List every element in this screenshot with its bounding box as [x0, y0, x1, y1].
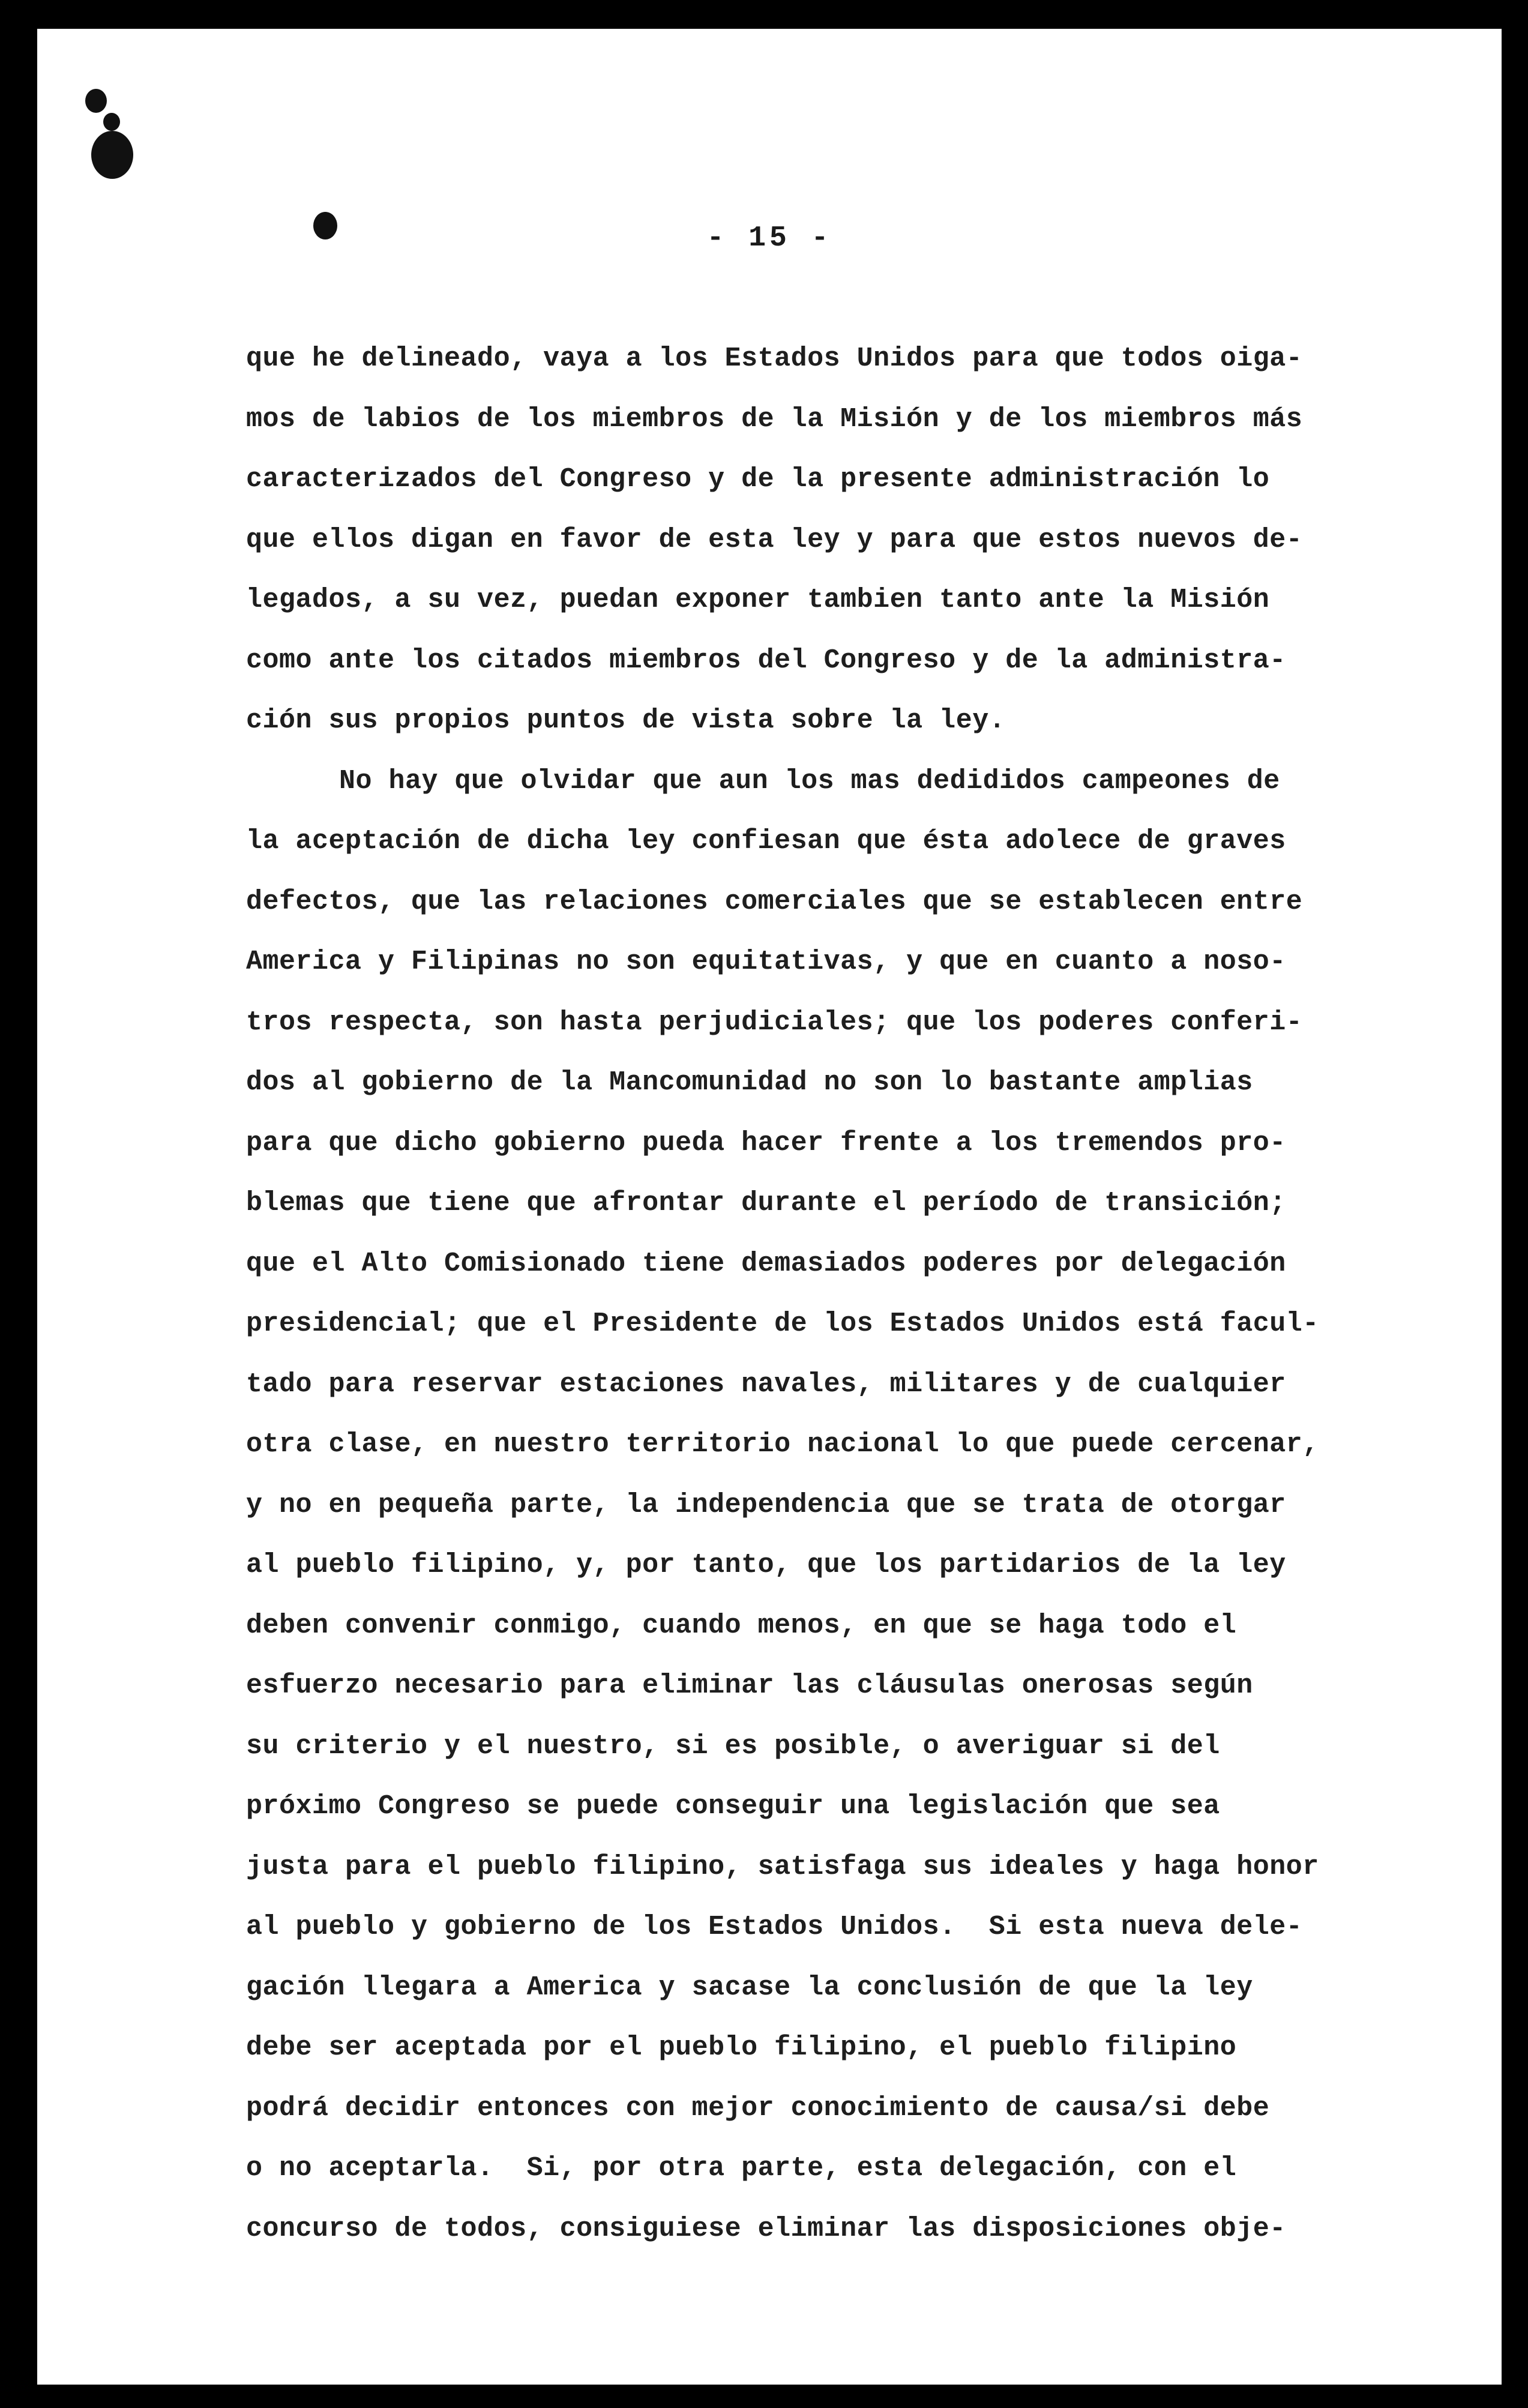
text-line: mos de labios de los miembros de la Misión y de los miembros más — [246, 403, 1303, 435]
ink-blot — [103, 113, 120, 131]
text-line: caracterizados del Congreso y de la presente administración lo — [246, 464, 1270, 495]
paragraph-first-line: No hay que olvidar que aun los mas dedididos campeones de — [339, 765, 1280, 796]
text-line: deben convenir conmigo, cuando menos, en que se haga todo el — [246, 1610, 1237, 1641]
text-line: o no aceptarla. Si, por otra parte, esta delegación, con el — [246, 2153, 1237, 2184]
page-number: - 15 - — [706, 222, 832, 254]
text-line: para que dicho gobierno pueda hacer frente a los tremendos pro- — [246, 1127, 1286, 1158]
text-line: podrá decidir entonces con mejor conocimiento de causa/si debe — [246, 2092, 1270, 2124]
text-line: y no en pequeña parte, la independencia que se trata de otorgar — [246, 1489, 1286, 1520]
text-line: America y Filipinas no son equitativas, y que en cuanto a noso- — [246, 947, 1286, 977]
text-line: gación llegara a America y sacase la conclusión de que la ley — [246, 1972, 1253, 2003]
text-line: tado para reservar estaciones navales, militares y de cualquier — [246, 1368, 1286, 1400]
text-line: próximo Congreso se puede conseguir una legislación que sea — [246, 1791, 1220, 1822]
text-line: concurso de todos, consiguiese eliminar las disposiciones obje- — [246, 2213, 1286, 2244]
text-line: ción sus propios puntos de vista sobre la ley. — [246, 705, 1006, 736]
text-line: blemas que tiene que afrontar durante el período de transición; — [246, 1188, 1286, 1218]
text-line: al pueblo filipino, y, por tanto, que los partidarios de la ley — [246, 1550, 1286, 1580]
text-line: legados, a su vez, puedan exponer tambien tanto ante la Misión — [246, 585, 1270, 615]
text-line: dos al gobierno de la Mancomunidad no son lo bastante amplias — [246, 1067, 1253, 1098]
text-line: que he delineado, vaya a los Estados Unidos para que todos oiga- — [246, 343, 1303, 374]
text-line: debe ser aceptada por el pueblo filipino, el pueblo filipino — [246, 2032, 1237, 2063]
text-line: al pueblo y gobierno de los Estados Unidos. Si esta nueva dele- — [246, 1912, 1303, 1942]
document-page — [37, 29, 1502, 2385]
text-line: la aceptación de dicha ley confiesan que ésta adolece de graves — [246, 826, 1286, 856]
text-line: otra clase, en nuestro territorio nacional lo que puede cercenar, — [246, 1429, 1319, 1460]
text-line: justa para el pueblo filipino, satisfaga sus ideales y haga honor — [246, 1851, 1319, 1882]
ink-blot — [85, 89, 107, 113]
text-line: su criterio y el nuestro, si es posible, o averiguar si del — [246, 1730, 1220, 1762]
text-line: esfuerzo necesario para eliminar las cláusulas onerosas según — [246, 1670, 1253, 1701]
text-line: defectos, que las relaciones comerciales que se establecen entre — [246, 886, 1303, 917]
text-line: presidencial; que el Presidente de los Estados Unidos está facul- — [246, 1308, 1319, 1339]
ink-blot — [91, 131, 133, 179]
text-line: tros respecta, son hasta perjudiciales; que los poderes conferi- — [246, 1007, 1303, 1038]
text-line: como ante los citados miembros del Congreso y de la administra- — [246, 645, 1286, 676]
text-line: que ellos digan en favor de esta ley y para que estos nuevos de- — [246, 524, 1303, 555]
body-text — [246, 329, 1446, 2259]
text-line: que el Alto Comisionado tiene demasiados poderes por delegación — [246, 1248, 1286, 1279]
